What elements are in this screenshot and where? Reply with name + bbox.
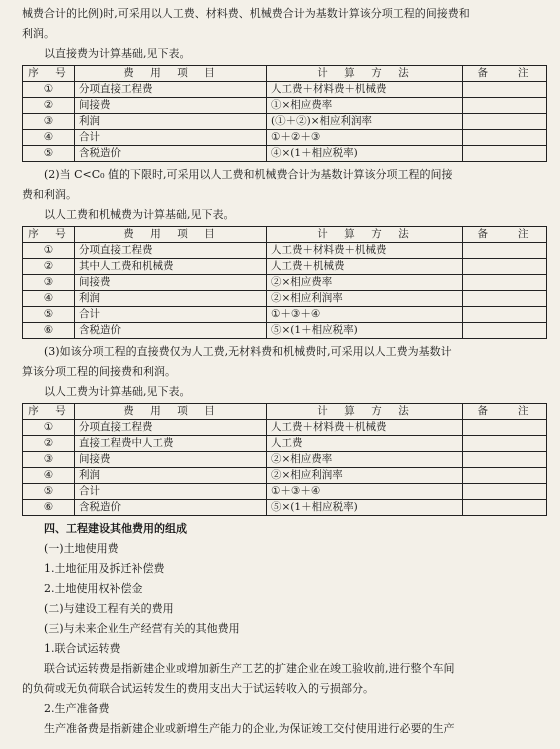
row-note [463, 420, 547, 436]
table-3-caption: 以人工费为计算基础,见下表。 [44, 385, 191, 398]
header-method: 计 算 方 法 [267, 404, 463, 420]
row-item: 间接费 [75, 98, 267, 114]
row-method: ②×相应费率 [267, 275, 463, 291]
row-seq: ⑤ [23, 484, 75, 500]
row-item: 合计 [75, 130, 267, 146]
table-labor-machine [22, 226, 547, 339]
row-method: (①＋②)×相应利润率 [267, 114, 463, 130]
row-method: ①＋③＋④ [267, 484, 463, 500]
table-row [23, 259, 547, 275]
header-note: 备 注 [463, 404, 547, 420]
section-heading: 四、工程建设其他费用的组成 [44, 522, 187, 535]
table-row [23, 275, 547, 291]
table-row [23, 114, 547, 130]
table-header-row [23, 227, 547, 243]
row-item: 含税造价 [75, 500, 267, 516]
table-row [23, 452, 547, 468]
row-item: 间接费 [75, 452, 267, 468]
row-note [463, 275, 547, 291]
table-labor [22, 403, 547, 516]
row-method: 人工费＋材料费＋机械费 [267, 243, 463, 259]
row-seq: ③ [23, 275, 75, 291]
prep-para-line-1: 生产准备费是指新建企业或新增生产能力的企业,为保证竣工交付使用进行必要的生产 [44, 722, 455, 735]
intro-line-1: 械费合计的比例)时,可采用以人工费、材料费、机械费合计为基数计算该分项工程的间接费和 [22, 7, 470, 20]
trial-run-para-line-1: 联合试运转费是指新建企业或增加新生产工艺的扩建企业在竣工验收前,进行整个车间 [44, 662, 455, 675]
header-seq: 序 号 [23, 227, 75, 243]
row-note [463, 130, 547, 146]
row-seq: ④ [23, 468, 75, 484]
row-method: 人工费＋材料费＋机械费 [267, 82, 463, 98]
row-note [463, 307, 547, 323]
row-item: 利润 [75, 468, 267, 484]
row-seq: ① [23, 243, 75, 259]
row-seq: ④ [23, 130, 75, 146]
header-seq: 序 号 [23, 404, 75, 420]
para-3-line-1: (3)如该分项工程的直接费仅为人工费,无材料费和机械费时,可采用以人工费为基数计 [44, 345, 452, 358]
row-note [463, 243, 547, 259]
row-note [463, 452, 547, 468]
row-note [463, 82, 547, 98]
section-item: (二)与建设工程有关的费用 [44, 602, 174, 615]
row-note [463, 500, 547, 516]
table-row [23, 323, 547, 339]
row-note [463, 436, 547, 452]
row-note [463, 98, 547, 114]
section-item: (三)与未来企业生产经营有关的其他费用 [44, 622, 240, 635]
row-note [463, 259, 547, 275]
row-note [463, 146, 547, 162]
table-row [23, 130, 547, 146]
row-item: 分项直接工程费 [75, 243, 267, 259]
row-item: 合计 [75, 484, 267, 500]
row-note [463, 114, 547, 130]
table-row [23, 243, 547, 259]
table-row [23, 291, 547, 307]
row-item: 其中人工费和机械费 [75, 259, 267, 275]
row-item: 间接费 [75, 275, 267, 291]
row-seq: ③ [23, 452, 75, 468]
table-row [23, 307, 547, 323]
table-2-caption: 以人工费和机械费为计算基础,见下表。 [44, 208, 235, 221]
row-note [463, 291, 547, 307]
table-1-caption: 以直接费为计算基础,见下表。 [44, 47, 191, 60]
table-header-row [23, 404, 547, 420]
section-item: 1.联合试运转费 [44, 642, 121, 655]
para-2-line-2: 费和利润。 [22, 188, 77, 201]
para-3-line-2: 算该分项工程的间接费和利润。 [22, 365, 176, 378]
row-method: ①＋②＋③ [267, 130, 463, 146]
row-seq: ④ [23, 291, 75, 307]
row-item: 含税造价 [75, 146, 267, 162]
row-seq: ⑤ [23, 307, 75, 323]
header-seq: 序 号 [23, 66, 75, 82]
table-row [23, 420, 547, 436]
row-note [463, 484, 547, 500]
row-item: 利润 [75, 291, 267, 307]
row-method: ①＋③＋④ [267, 307, 463, 323]
row-seq: ⑥ [23, 323, 75, 339]
row-note [463, 468, 547, 484]
row-seq: ③ [23, 114, 75, 130]
para-2-line-1: (2)当 C<C₀ 值的下限时,可采用以人工费和机械费合计为基数计算该分项工程的间接 [44, 168, 453, 181]
row-method: ⑤×(1＋相应税率) [267, 500, 463, 516]
row-item: 直接工程费中人工费 [75, 436, 267, 452]
row-seq: ② [23, 98, 75, 114]
row-seq: ⑤ [23, 146, 75, 162]
row-item: 含税造价 [75, 323, 267, 339]
intro-line-2: 利润。 [22, 27, 55, 40]
row-seq: ⑥ [23, 500, 75, 516]
header-note: 备 注 [463, 66, 547, 82]
row-seq: ② [23, 436, 75, 452]
table-row [23, 484, 547, 500]
row-method: ①×相应费率 [267, 98, 463, 114]
row-method: ②×相应利润率 [267, 291, 463, 307]
section-item: 2.土地使用权补偿金 [44, 582, 143, 595]
table-row [23, 436, 547, 452]
section-item: 2.生产准备费 [44, 702, 110, 715]
row-seq: ① [23, 82, 75, 98]
row-method: 人工费 [267, 436, 463, 452]
row-method: ②×相应利润率 [267, 468, 463, 484]
row-method: 人工费＋机械费 [267, 259, 463, 275]
row-method: ②×相应费率 [267, 452, 463, 468]
row-item: 分项直接工程费 [75, 82, 267, 98]
header-item: 费 用 项 目 [75, 404, 267, 420]
table-row [23, 468, 547, 484]
row-item: 分项直接工程费 [75, 420, 267, 436]
table-header-row [23, 66, 547, 82]
row-note [463, 323, 547, 339]
row-method: ④×(1＋相应税率) [267, 146, 463, 162]
row-method: 人工费＋材料费＋机械费 [267, 420, 463, 436]
table-direct-cost [22, 65, 547, 162]
table-row [23, 82, 547, 98]
table-row [23, 146, 547, 162]
row-seq: ① [23, 420, 75, 436]
table-row [23, 500, 547, 516]
row-seq: ② [23, 259, 75, 275]
table-row [23, 98, 547, 114]
section-item: (一)土地使用费 [44, 542, 119, 555]
header-item: 费 用 项 目 [75, 66, 267, 82]
header-note: 备 注 [463, 227, 547, 243]
row-item: 利润 [75, 114, 267, 130]
row-item: 合计 [75, 307, 267, 323]
row-method: ⑤×(1＋相应税率) [267, 323, 463, 339]
trial-run-para-line-2: 的负荷或无负荷联合试运转发生的费用支出大于试运转收入的亏损部分。 [22, 682, 374, 695]
header-item: 费 用 项 目 [75, 227, 267, 243]
section-item: 1.土地征用及拆迁补偿费 [44, 562, 165, 575]
header-method: 计 算 方 法 [267, 227, 463, 243]
header-method: 计 算 方 法 [267, 66, 463, 82]
